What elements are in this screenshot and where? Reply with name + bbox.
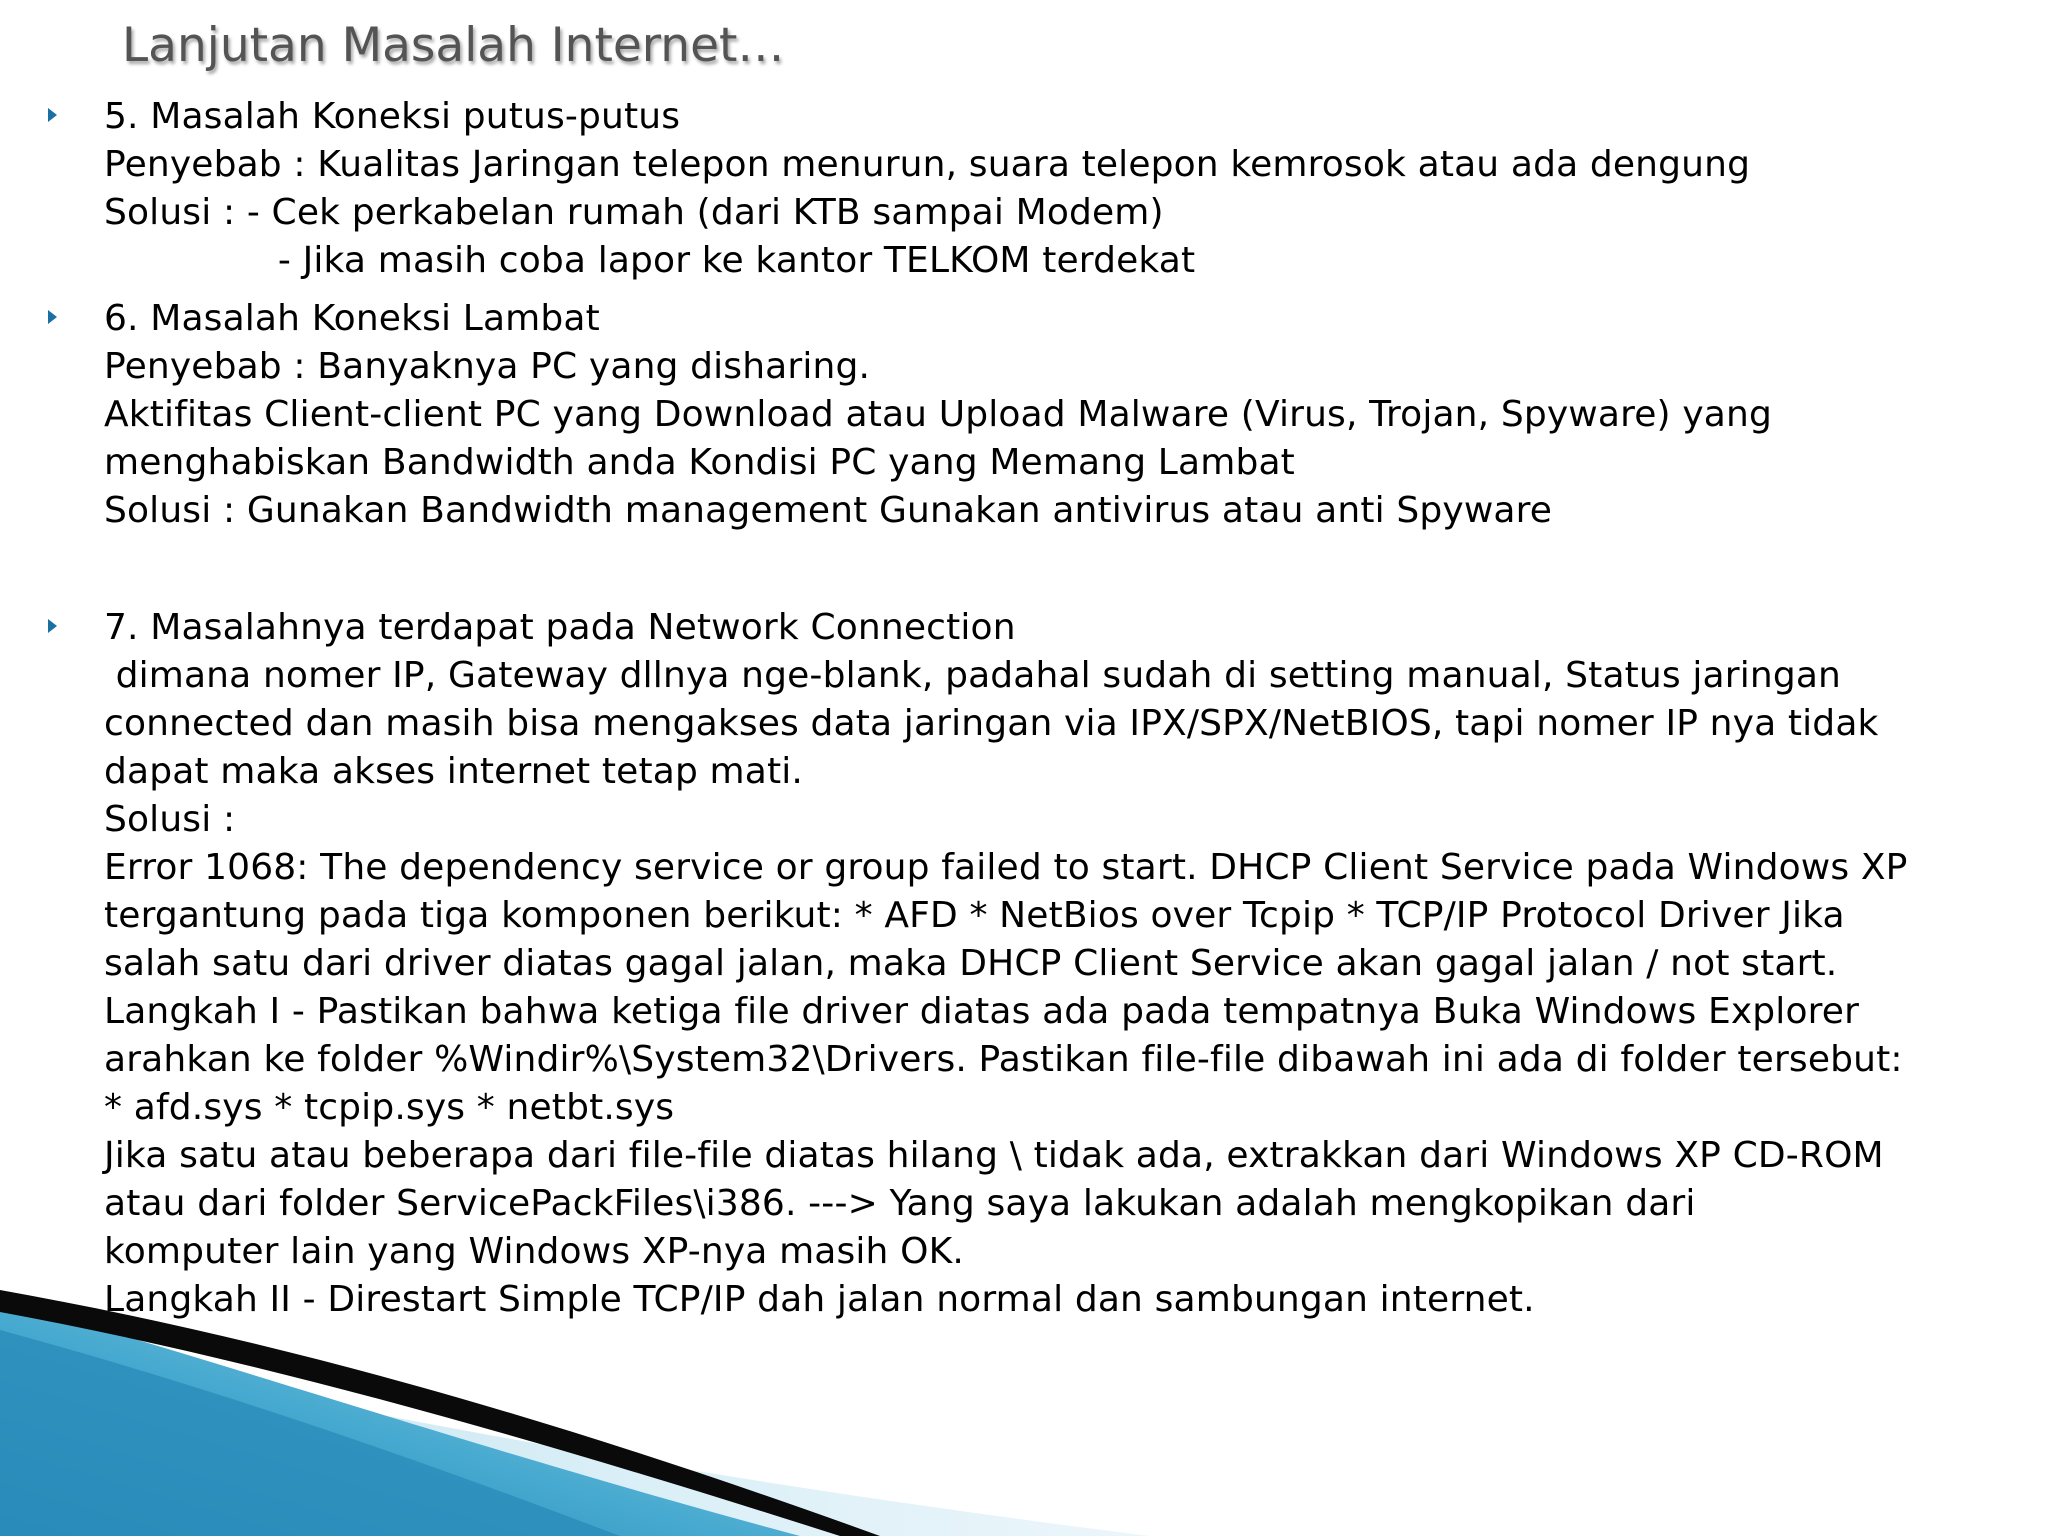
text-line: * afd.sys * tcpip.sys * netbt.sys	[104, 1087, 675, 1128]
bullet-heading: 6. Masalah Koneksi Lambat	[104, 298, 600, 339]
bullet-item-7	[40, 604, 2030, 1324]
text-line: menghabiskan Bandwidth anda Kondisi PC yang Memang Lambat	[104, 442, 1295, 483]
text-line: Error 1068: The dependency service or group failed to start. DHCP Client Service pada Windows XP	[104, 847, 1908, 888]
text-line: Jika satu atau beberapa dari file-file diatas hilang \ tidak ada, extrakkan dari Windows XP CD-ROM	[104, 1135, 1884, 1176]
bullet-item-6	[40, 295, 2030, 535]
text-line: - Jika masih coba lapor ke kantor TELKOM terdekat	[104, 240, 1196, 281]
text-line: Langkah I - Pastikan bahwa ketiga file driver diatas ada pada tempatnya Buka Windows Explorer	[104, 991, 1860, 1032]
triangle-bullet-icon	[48, 108, 57, 122]
bullet-item-5	[40, 93, 2030, 285]
bullet-body	[104, 604, 2030, 1324]
text-line: salah satu dari driver diatas gagal jalan, maka DHCP Client Service akan gagal jalan / not start.	[104, 943, 1838, 984]
text-line: connected dan masih bisa mengakses data jaringan via IPX/SPX/NetBIOS, tapi nomer IP nya tidak	[104, 703, 1879, 744]
triangle-bullet-icon	[48, 619, 57, 633]
text-line: Solusi : Gunakan Bandwidth management Gunakan antivirus atau anti Spyware	[104, 490, 1553, 531]
bullet-heading: 5. Masalah Koneksi putus-putus	[104, 96, 681, 137]
text-line: Solusi :	[104, 799, 236, 840]
text-line: Penyebab : Banyaknya PC yang disharing.	[104, 346, 871, 387]
bullet-body	[104, 93, 2030, 285]
text-line: atau dari folder ServicePackFiles\i386. ---> Yang saya lakukan adalah mengkopikan dari	[104, 1183, 1696, 1224]
bullet-heading: 7. Masalahnya terdapat pada Network Connection	[104, 607, 1016, 648]
text-line: komputer lain yang Windows XP-nya masih OK.	[104, 1231, 964, 1272]
text-line: tergantung pada tiga komponen berikut: * AFD * NetBios over Tcpip * TCP/IP Protocol Driver Jika	[104, 895, 1845, 936]
text-line: dapat maka akses internet tetap mati.	[104, 751, 803, 792]
text-line: arahkan ke folder %Windir%\System32\Drivers. Pastikan file-file dibawah ini ada di folder tersebut:	[104, 1039, 1903, 1080]
text-line: Solusi : - Cek perkabelan rumah (dari KTB sampai Modem)	[104, 192, 1164, 233]
text-line: Aktifitas Client-client PC yang Download atau Upload Malware (Virus, Trojan, Spyware) yang	[104, 394, 1772, 435]
text-line: Penyebab : Kualitas Jaringan telepon menurun, suara telepon kemrosok atau ada dengung	[104, 144, 1751, 185]
text-line: dimana nomer IP, Gateway dllnya nge-blank, padahal sudah di setting manual, Status jaringan	[104, 655, 1842, 696]
triangle-bullet-icon	[48, 310, 57, 324]
text-line: Langkah II - Direstart Simple TCP/IP dah jalan normal dan sambungan internet.	[104, 1279, 1535, 1320]
slide-title: Lanjutan Masalah Internet…	[122, 18, 785, 73]
bullet-body	[104, 295, 2030, 535]
